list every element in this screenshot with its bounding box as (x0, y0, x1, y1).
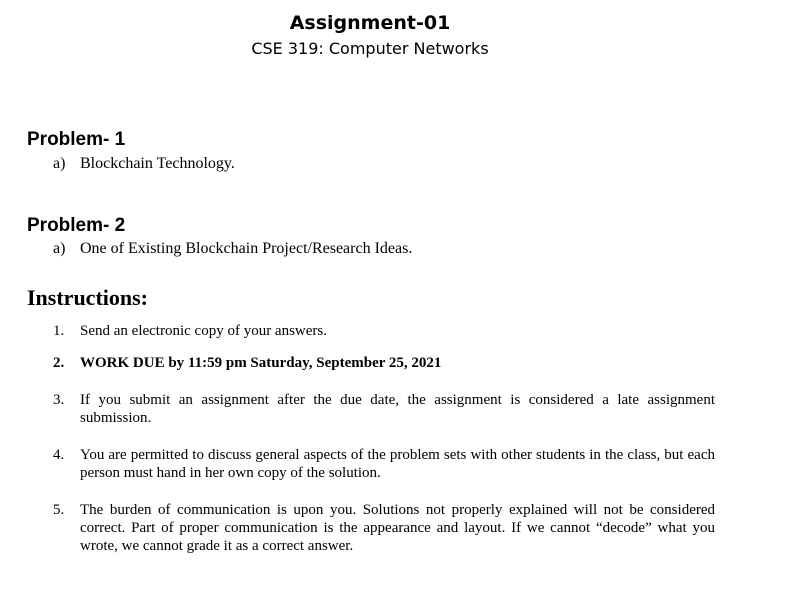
instruction-text: If you submit an assignment after the due date, the assignment is considered a late assignment submission. (80, 392, 715, 426)
document-header (0, 10, 740, 62)
problem-1-item-text: Blockchain Technology. (80, 155, 235, 172)
instruction-item (53, 391, 715, 427)
instruction-number: 5. (53, 502, 65, 518)
problem-2-heading: Problem- 2 (27, 215, 126, 236)
problem-2-item-marker: a) (53, 240, 66, 257)
problem-1-item-marker: a) (53, 155, 66, 172)
instruction-item-due-date (53, 354, 715, 372)
instruction-item (53, 501, 715, 555)
instruction-item (53, 446, 715, 482)
instruction-text: Send an electronic copy of your answers. (80, 323, 328, 339)
instruction-number: 1. (53, 323, 65, 339)
instruction-item (53, 322, 715, 340)
instruction-text: WORK DUE by 11:59 pm Saturday, September 25, 2021 (80, 355, 442, 371)
instruction-text: The burden of communication is upon you. Solutions not properly explained will not be considered correct. Part of proper communication is the appearance and layout. If we cannot “decode” what you wrote, we cannot grade it as a correct answer. (80, 502, 715, 554)
problem-2-item (53, 239, 412, 259)
instruction-number: 4. (53, 447, 65, 463)
instructions-list (53, 322, 715, 555)
instruction-number: 2. (53, 355, 65, 371)
document-title: Assignment-01 (289, 12, 451, 34)
instruction-number: 3. (53, 392, 65, 408)
instructions-heading: Instructions: (27, 285, 149, 310)
problem-2-item-text: One of Existing Blockchain Project/Research Ideas. (80, 240, 413, 257)
problem-1-item (53, 154, 235, 174)
problem-1-heading: Problem- 1 (27, 129, 126, 150)
course-subtitle: CSE 319: Computer Networks (251, 39, 489, 58)
instruction-text: You are permitted to discuss general aspects of the problem sets with other students in the class, but each person must hand in her own copy of the solution. (80, 447, 715, 481)
